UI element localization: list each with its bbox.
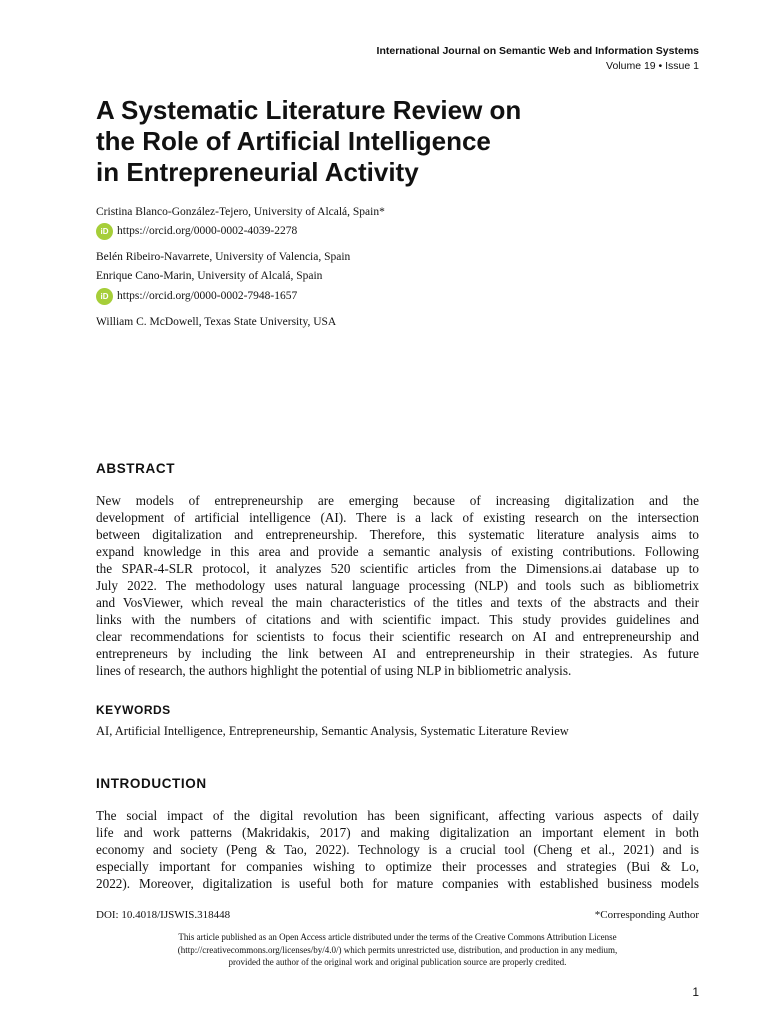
abstract-line: lines of research, the authors highlight the potential of using NLP in bibliometric analysis. (96, 663, 572, 678)
page-number: 1 (692, 985, 699, 999)
orcid-icon: iD (96, 288, 113, 305)
author-3: Enrique Cano-Marin, University of Alcalá, Spain (96, 270, 323, 282)
abstract-line: New models of entrepreneurship are emerging because of increasing digitalization and the (96, 493, 699, 508)
abstract-line: entrepreneurs by including the link between AI and entrepreneurship in their strategies. As future (96, 646, 699, 661)
author-2: Belén Ribeiro-Navarrete, University of Valencia, Spain (96, 251, 351, 263)
orcid-link-1[interactable] (96, 222, 297, 240)
introduction-line: The social impact of the digital revolution has been significant, affecting various aspects of daily (96, 808, 699, 823)
abstract-line: clear recommendations for scientists to focus their scientific research on AI and entrepreneurship and (96, 629, 699, 644)
introduction-line: economy and society (Peng & Tao, 2022). Technology is a crucial tool (Cheng et al., 2021) and is (96, 842, 699, 857)
abstract-line: development of artificial intelligence (AI). There is a lack of existing research on the intersection (96, 510, 699, 525)
journal-name: International Journal on Semantic Web and Information Systems (376, 45, 699, 57)
introduction-line: 2022). Moreover, digitalization is useful both for mature companies with established business models (96, 876, 699, 891)
introduction-line: life and work patterns (Makridakis, 2017) and making digitalization an important element in both (96, 825, 699, 840)
license-line: provided the author of the original work and original publication source are properly credited. (228, 957, 567, 967)
abstract-line: July 2022. The methodology uses natural language processing (NLP) and tools such as bibliometrix (96, 578, 699, 593)
introduction-heading: INTRODUCTION (96, 776, 207, 791)
abstract-line: and VosViewer, which reveal the main characteristics of the titles and texts of the abstracts and their (96, 595, 699, 610)
license-line: (http://creativecommons.org/licenses/by/4.0/) which permits unrestricted use, distribution, and production in any medium, (177, 944, 618, 955)
author-4: William C. McDowell, Texas State University, USA (96, 316, 337, 328)
journal-volume-issue: Volume 19 • Issue 1 (606, 60, 699, 72)
title-line: A Systematic Literature Review on (96, 95, 522, 125)
orcid-link-2[interactable] (96, 287, 297, 305)
abstract-text (96, 492, 699, 679)
orcid-url[interactable]: https://orcid.org/0000-0002-7948-1657 (117, 290, 298, 302)
introduction-line: especially important for companies wishing to optimize their processes and strategies (Bui & Lo, (96, 859, 699, 874)
article-title (96, 95, 656, 188)
author-1: Cristina Blanco-González-Tejero, University of Alcalá, Spain* (96, 206, 385, 218)
keywords-heading: KEYWORDS (96, 703, 171, 717)
doi: DOI: 10.4018/IJSWIS.318448 (96, 909, 231, 921)
abstract-line: links with the numbers of citations and with scientific impact. This study provides guidelines and (96, 612, 699, 627)
introduction-text (96, 807, 699, 892)
abstract-line: expand knowledge in this area and provide a semantic analysis of existing contributions. Following (96, 544, 699, 559)
abstract-line: between digitalization and entrepreneurship. Therefore, this systematic literature analysis aims to (96, 527, 699, 542)
orcid-icon: iD (96, 223, 113, 240)
corresponding-author-note: *Corresponding Author (594, 909, 699, 921)
title-line: the Role of Artificial Intelligence (96, 126, 491, 156)
keywords-list: AI, Artificial Intelligence, Entrepreneurship, Semantic Analysis, Systematic Literature Review (96, 724, 569, 738)
orcid-url[interactable]: https://orcid.org/0000-0002-4039-2278 (117, 225, 298, 237)
abstract-heading: ABSTRACT (96, 461, 176, 476)
license-notice (96, 931, 699, 969)
abstract-line: the SPAR-4-SLR protocol, it analyzes 520 scientific articles from the Dimensions.ai database up to (96, 561, 699, 576)
title-line: in Entrepreneurial Activity (96, 157, 419, 187)
license-line: This article published as an Open Access article distributed under the terms of the Creative Commons Attribution License (178, 932, 617, 942)
